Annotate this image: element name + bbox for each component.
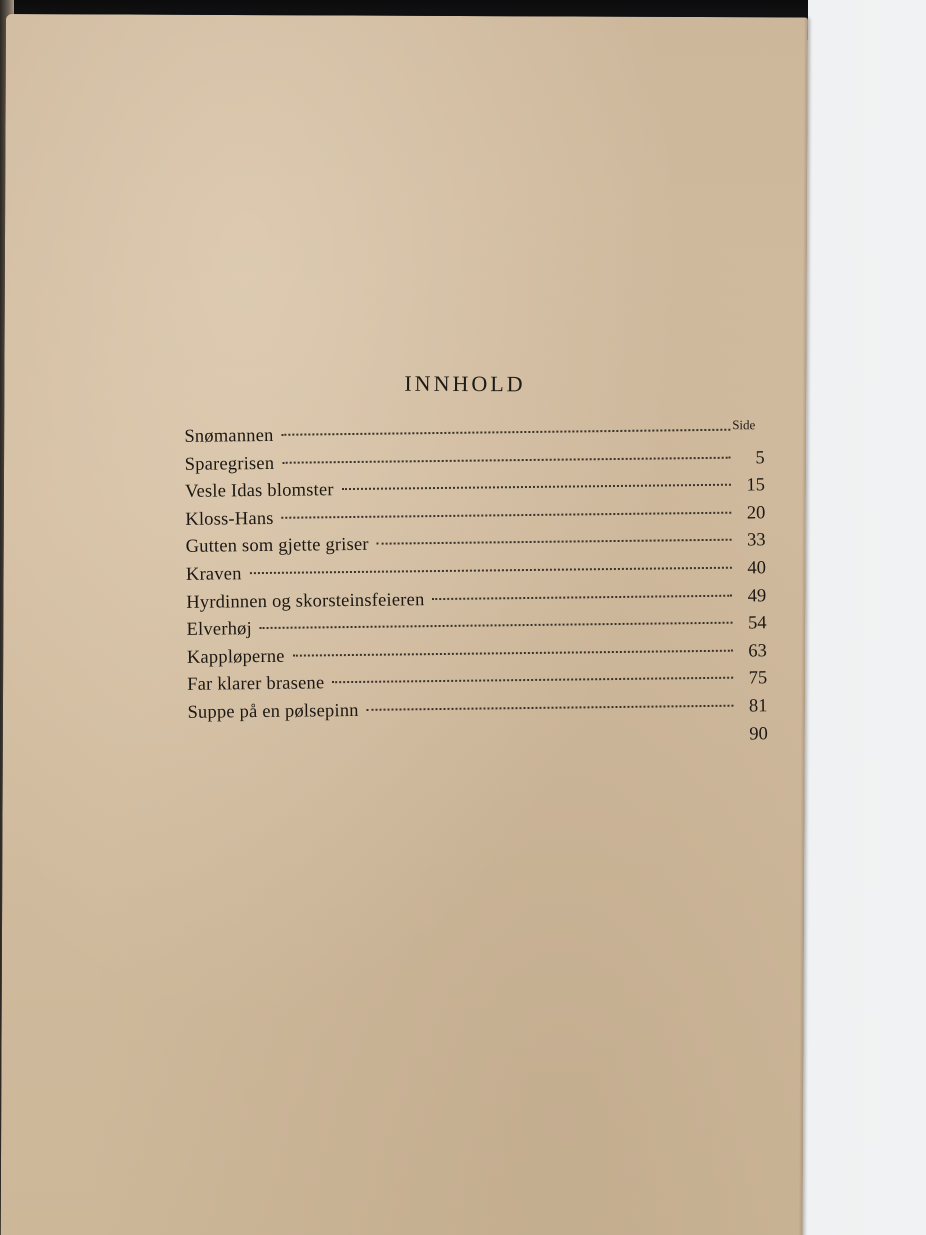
toc-entry-title: Hyrdinnen og skorsteinsfeieren [186,589,425,613]
contents-heading: INNHOLD [404,370,526,397]
toc-entry-page: 54 [747,613,767,634]
toc-entry-title: Suppe på en pølsepinn [187,700,359,723]
toc-dot-leader [293,649,733,656]
toc-entry-page: 40 [747,558,767,579]
toc-entry-title: Snømannen [184,425,274,447]
toc-entry-page: 33 [746,530,766,551]
toc-dot-leader [342,484,731,490]
toc-entry-page: 81 [748,696,768,717]
toc-entry-page: 15 [746,475,766,496]
page-column-label: Side [732,417,756,433]
toc-dot-leader [282,456,730,463]
toc-dot-leader [282,429,731,436]
toc-dot-leader [260,622,733,629]
toc-dot-leader [250,567,732,574]
toc-entry-page: 90 [749,723,768,745]
toc-entry-page: 75 [748,668,768,689]
toc-dot-leader [377,539,732,545]
toc-entry-title: Elverhøj [186,619,252,641]
toc-dot-leader [432,594,732,599]
book-page [1,14,808,1235]
toc-entry-page: 63 [748,641,767,662]
toc-dot-leader [282,511,732,518]
page-edge [799,17,808,1235]
toc-entry-page: 5 [755,447,765,469]
toc-entry-title: Kloss-Hans [185,508,274,530]
toc-entry-title: Gutten som gjette griser [185,535,369,558]
toc-entry-title: Sparegrisen [184,453,275,475]
toc-entry-title: Kappløperne [186,646,285,668]
toc-entry [188,724,768,758]
toc-dot-leader [367,705,734,711]
toc-entry-page: 49 [747,585,767,607]
toc-entry-title: Kraven [185,564,242,585]
toc-entry-page: 20 [746,503,766,524]
toc-entry-title: Far klarer brasene [187,673,325,696]
toc-entry-title: Vesle Idas blomster [184,480,334,503]
toc-dot-leader [332,677,733,684]
table-of-contents [184,420,768,758]
